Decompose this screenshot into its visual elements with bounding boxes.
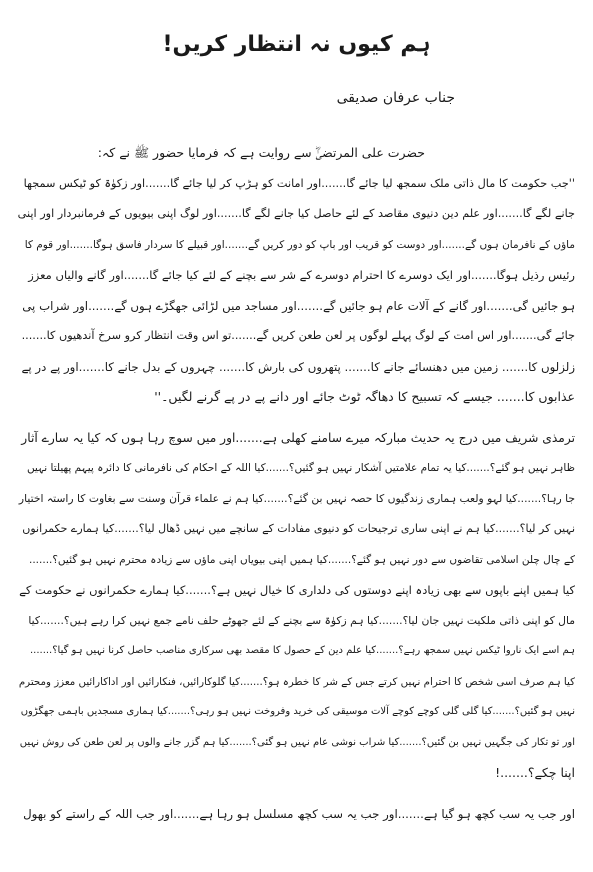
- hadith-paragraph: [18, 138, 575, 413]
- paragraph-line: ہو جائیں گی.......اور گانے کے آلات عام ہو جائیں گے.......اور مساجد میں لڑائی جھگڑے ہوں گے.......اور شراب پی: [22, 298, 575, 313]
- paragraph-gap: [18, 789, 575, 799]
- paragraph-line: اور تو تکار کی جگہیں نہیں بن گئیں؟.......کیا شراب نوشی عام نہیں ہو گئی؟.......کیا ہم گزر جانے والوں پر لعن طعن کی روش نہیں: [19, 736, 575, 748]
- paragraph-line: جائے گی.......اور اس امت کے لوگ پہلے لوگوں پر لعن طعن کریں گے.......تو اس وقت انتظار کرو سرخ آندھیوں کا.......: [21, 329, 575, 342]
- paragraph-line: عذابوں کا....... جیسے کہ تسبیح کا دھاگہ ٹوٹ جائے اور دانے پے در پے گرنے لگیں۔'': [154, 389, 575, 404]
- paragraph-line: کیا ہم صرف اسی شخص کا احترام نہیں کرتے جس کے شر کا خطرہ ہو؟.......کیا گلوکارائیں، فنکارائیں اور اداکارائیں معزز ومحترم: [18, 675, 575, 688]
- paragraph-line: زلزلوں کا....... زمین میں دھنسائے جانے کا....... پتھروں کی بارش کا....... چہروں کے بدل جانے کا.......اور پے در پے: [21, 359, 575, 374]
- paragraph-gap: [18, 413, 575, 423]
- closing-paragraph: [18, 799, 575, 830]
- page-title: ہم کیوں نہ انتظار کریں!: [162, 32, 431, 57]
- paragraph-line: نہیں کر لیا؟.......کیا ہم نے اپنی ساری ترجیحات کو دنیوی مفادات کے سانچے میں نہیں ڈھال لیا؟.......کیا ہمارے حکمرانوں: [22, 522, 575, 535]
- paragraph-line: کے چال چلن اسلامی تقاضوں سے دور نہیں ہو گئے؟.......کیا ہمیں اپنی بیویاں اپنی ماؤں سے زیادہ محترم نہیں ہو گئیں؟.......: [29, 553, 575, 566]
- paragraph-line: حضرت علی المرتضیٰؓ سے روایت ہے کہ فرمایا حضور ﷺ نے کہ:: [97, 145, 425, 160]
- paragraph-line: ہم اسے ایک ناروا ٹیکس نہیں سمجھ رہے؟.......کیا علم دین کے حصول کا مقصد بھی سرکاری مناصب حاصل کرنا نہیں ہو گیا؟.......: [29, 645, 575, 656]
- reflection-paragraph: [18, 423, 575, 789]
- author-byline: جناب عرفان صدیقی: [336, 90, 455, 106]
- paragraph-line: اور جب یہ سب کچھ ہو گیا ہے.......اور جب یہ سب کچھ مسلسل ہو رہا ہے.......اور جب اللہ کے راستے کو بھول: [23, 806, 575, 821]
- paragraph-line: مال کو اپنی ذاتی ملکیت نہیں جان لیا؟.......کیا ہم زکوٰۃ سے بچنے کے لئے جھوٹے حلف نامے جمع نہیں کرا رہے ہیں؟.......کیا: [28, 613, 575, 627]
- paragraph-line: نہیں ہو گئیں؟.......کیا گلی گلی کوچے کوچے آلات موسیقی کی خرید وفروخت نہیں ہو رہی؟.......کیا ہماری مسجدیں باہمی جھگڑوں: [20, 706, 575, 717]
- paragraph-line: ''جب حکومت کا مال ذاتی ملک سمجھ لیا جائے گا.......اور امانت کو ہڑپ کر لیا جائے گا.......اور زکوٰۃ کو ٹیکس سمجھا: [23, 176, 575, 190]
- paragraph-line: اپنا چکے؟.......!: [495, 765, 575, 780]
- paragraph-line: رئیس رذیل ہوگا.......اور ایک دوسرے کا احترام دوسرے کے شر سے بچنے کے لئے کیا جائے گا.......اور گانے والیاں معزز: [28, 268, 575, 282]
- paragraph-line: کیا ہمیں اپنے باپوں سے بھی زیادہ اپنے دوستوں کی دلداری کا خیال نہیں ہے؟.......کیا ہمارے حکمرانوں نے حکومت کے: [19, 583, 575, 597]
- paragraph-line: ترمذی شریف میں درج یہ حدیث مبارکہ میرے سامنے کھلی ہے.......اور میں سوچ رہا ہوں کہ کیا یہ سارے آثار: [21, 430, 575, 445]
- paragraph-line: جانے لگے گا.......اور علم دین دنیوی مقاصد کے لئے حاصل کیا جانے لگے گا.......اور لوگ اپنی بیویوں کے فرمانبردار اور اپنی: [18, 207, 575, 220]
- paragraph-line: ماؤں کے نافرمان ہوں گے.......اور دوست کو قریب اور باپ کو دور کریں گے.......اور قبیلے کا سردار فاسق ہوگا.......اور قوم کا: [24, 238, 575, 251]
- paragraph-line: جا رہا؟.......کیا لہو ولعب ہماری زندگیوں کا حصہ نہیں بن گئے؟.......کیا ہم نے علماء قرآن وسنت سے بغاوت کا راستہ اختیار: [18, 491, 575, 505]
- paragraph-line: ظاہر نہیں ہو گئے؟.......کیا یہ تمام علامتیں آشکار نہیں ہو گئیں؟.......کیا اللہ کے احکام کی نافرمانی کا دائرہ پیہم پھیلتا نہیں: [26, 462, 575, 474]
